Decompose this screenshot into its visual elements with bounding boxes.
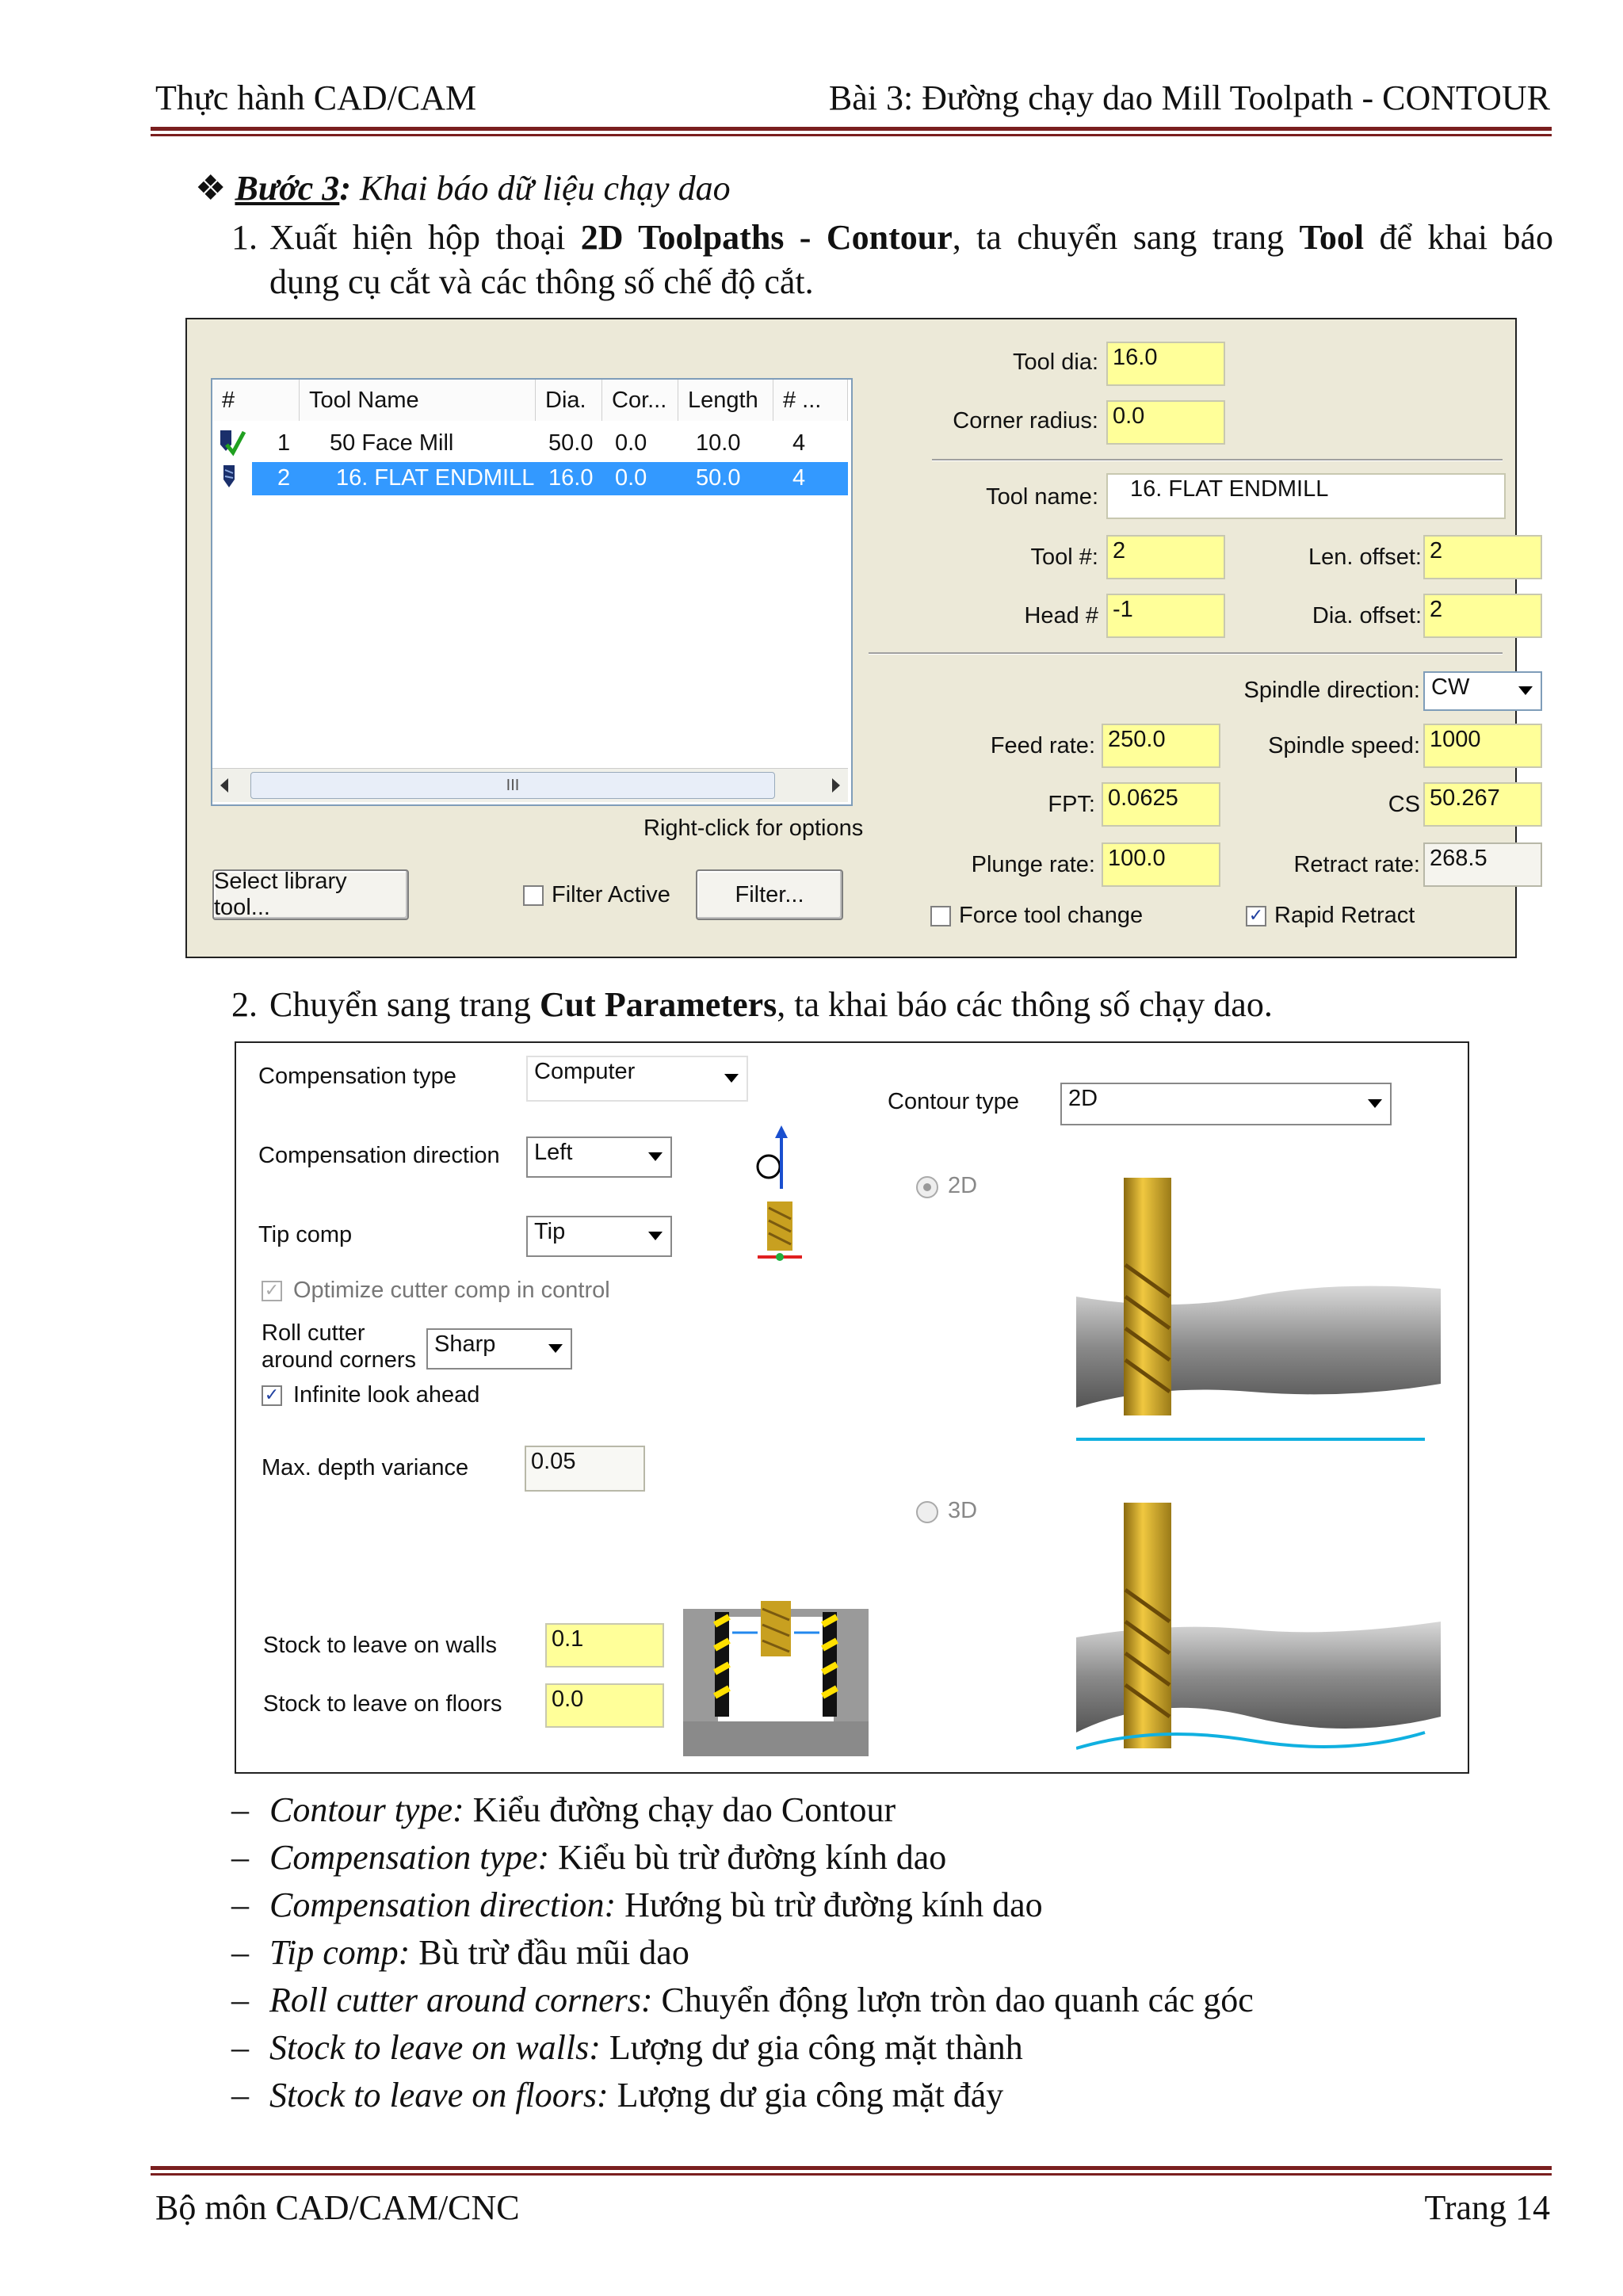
tool-num-field[interactable]: 2 — [1106, 535, 1225, 579]
stock-walls-field[interactable]: 0.1 — [545, 1623, 664, 1668]
len-offset-field[interactable]: 2 — [1423, 535, 1542, 579]
row-cor: 0.0 — [615, 465, 647, 491]
optimize-checkbox[interactable]: ✓ — [262, 1281, 282, 1301]
definition-item — [231, 2027, 1023, 2068]
corner-radius-label: Corner radius: — [953, 408, 1098, 434]
spindle-direction-select[interactable] — [1423, 671, 1542, 711]
select-library-tool-button[interactable]: Select library tool... — [212, 869, 409, 920]
item1-mid: , ta chuyển sang trang — [952, 218, 1300, 257]
stock-walls-label: Stock to leave on walls — [263, 1633, 497, 1658]
head-num-label: Head # — [1024, 603, 1098, 628]
separator — [869, 652, 1503, 655]
contour-type-label: Contour type — [888, 1089, 1020, 1114]
diamond-bullet-icon: ❖ — [195, 169, 227, 208]
tip-comp-select[interactable] — [526, 1216, 672, 1257]
infinite-look-ahead-label: Infinite look ahead — [293, 1382, 480, 1408]
tool-icon — [216, 462, 247, 494]
footer-rule-thin — [151, 2173, 1552, 2176]
tool-name-field[interactable]: 16. FLAT ENDMILL — [1106, 473, 1506, 519]
chevron-down-icon — [724, 1074, 739, 1083]
tool-num-label: Tool #: — [1030, 544, 1098, 570]
corner-radius-field[interactable]: 0.0 — [1106, 400, 1225, 445]
contour-3d-illustration — [1076, 1503, 1441, 1764]
compensation-direction-select[interactable] — [526, 1137, 672, 1178]
table-row-selected[interactable] — [212, 462, 848, 495]
row-tool-name: 50 Face Mill — [330, 430, 454, 456]
header-left: Thực hành CAD/CAM — [155, 78, 477, 117]
cut-parameters-dialog — [235, 1041, 1469, 1774]
footer-rule — [151, 2166, 1552, 2170]
rapid-retract-label: Rapid Retract — [1274, 903, 1415, 928]
item2-post: , ta khai báo các thông số chạy dao. — [777, 985, 1273, 1024]
contour-type-select[interactable] — [1060, 1083, 1392, 1125]
contour-2d-illustration — [1076, 1178, 1441, 1455]
definition-term: Tip comp: — [269, 1933, 411, 1972]
roll-cutter-value: Sharp — [434, 1331, 496, 1357]
max-depth-variance-label: Max. depth variance — [262, 1455, 469, 1480]
definition-item — [231, 1837, 947, 1878]
definition-item — [231, 1885, 1043, 1925]
comp-direction-icon — [750, 1122, 797, 1194]
plunge-rate-field[interactable]: 100.0 — [1102, 842, 1220, 887]
dash-bullet-icon: – — [231, 2028, 249, 2067]
row-num: 2 — [277, 465, 291, 491]
item2-number: 2. — [231, 985, 258, 1024]
len-offset-label: Len. offset: — [1308, 544, 1422, 570]
fpt-label: FPT: — [1048, 792, 1095, 817]
chevron-down-icon — [648, 1232, 663, 1240]
roll-cutter-label-2: around corners — [262, 1347, 417, 1373]
tip-comp-label: Tip comp — [258, 1222, 353, 1247]
row-tool-name: 16. FLAT ENDMILL — [336, 465, 535, 491]
compensation-type-label: Compensation type — [258, 1064, 456, 1089]
definition-term: Compensation type: — [269, 1838, 550, 1877]
radio-3d-label: 3D — [948, 1498, 978, 1523]
row-length: 10.0 — [696, 430, 741, 456]
col-header-length[interactable]: Length — [678, 380, 773, 421]
col-header-tool-name[interactable]: Tool Name — [300, 380, 536, 421]
col-header-num[interactable]: # — [212, 380, 300, 421]
chevron-down-icon — [648, 1152, 663, 1161]
optimize-label: Optimize cutter comp in control — [293, 1278, 610, 1303]
chevron-down-icon — [1368, 1099, 1382, 1108]
definition-item — [231, 1980, 1254, 2020]
item1-number: 1. — [231, 218, 258, 257]
col-header-cor[interactable]: Cor... — [602, 380, 678, 421]
tip-comp-value: Tip — [534, 1219, 566, 1244]
horizontal-scrollbar[interactable] — [212, 768, 848, 802]
infinite-look-ahead-checkbox[interactable]: ✓ — [262, 1385, 282, 1406]
definition-term: Compensation direction: — [269, 1885, 617, 1924]
definition-term: Contour type: — [269, 1790, 464, 1829]
force-tool-change-checkbox[interactable] — [930, 906, 951, 926]
definition-desc: Lượng dư gia công mặt đáy — [608, 2076, 1004, 2115]
definition-item — [231, 1932, 689, 1973]
definition-desc: Lượng dư gia công mặt thành — [600, 2028, 1023, 2067]
header-right: Bài 3: Đường chạy dao Mill Toolpath - CONTOUR — [828, 78, 1550, 117]
tool-list[interactable] — [211, 378, 853, 806]
definition-term: Stock to leave on floors: — [269, 2076, 609, 2115]
roll-cutter-select[interactable] — [426, 1328, 572, 1370]
col-header-dia[interactable]: Dia. — [536, 380, 602, 421]
spindle-speed-field[interactable]: 1000 — [1423, 724, 1542, 768]
footer-left: Bộ môn CAD/CAM/CNC — [155, 2188, 520, 2227]
definition-desc: Hướng bù trừ đường kính dao — [616, 1885, 1043, 1924]
feed-rate-field[interactable]: 250.0 — [1102, 724, 1220, 768]
item2-bold: Cut Parameters — [539, 985, 777, 1024]
table-row[interactable] — [212, 427, 848, 460]
row-flutes: 4 — [792, 430, 806, 456]
tip-comp-icon — [756, 1200, 804, 1266]
dash-bullet-icon: – — [231, 1790, 249, 1829]
radio-2d[interactable] — [916, 1176, 938, 1198]
dash-bullet-icon: – — [231, 1885, 249, 1924]
item1-line1 — [269, 216, 1553, 260]
cs-label: CS — [1388, 792, 1420, 817]
scroll-right-icon[interactable] — [832, 778, 840, 793]
tool-checkmark-icon — [216, 427, 247, 459]
radio-3d[interactable] — [916, 1501, 938, 1523]
retract-rate-label: Retract rate: — [1293, 852, 1420, 877]
row-cor: 0.0 — [615, 430, 647, 456]
item1-line2: dụng cụ cắt và các thông số chế độ cắt. — [269, 262, 814, 301]
definition-desc: Kiểu bù trừ đường kính dao — [549, 1838, 947, 1877]
chevron-down-icon — [548, 1344, 563, 1353]
radio-2d-label: 2D — [948, 1173, 978, 1198]
definition-item — [231, 1790, 896, 1830]
compensation-direction-value: Left — [534, 1140, 573, 1165]
row-num: 1 — [277, 430, 291, 456]
compensation-type-value: Computer — [534, 1059, 636, 1084]
filter-active-checkbox[interactable] — [523, 885, 544, 906]
spindle-direction-label: Spindle direction: — [1243, 678, 1420, 703]
tool-dia-field[interactable]: 16.0 — [1106, 342, 1225, 386]
item2-pre: Chuyển sang trang — [269, 985, 540, 1024]
max-depth-variance-field[interactable]: 0.05 — [525, 1446, 645, 1492]
row-flutes: 4 — [792, 465, 806, 491]
dia-offset-field[interactable]: 2 — [1423, 594, 1542, 638]
definition-term: Stock to leave on walls: — [269, 2028, 601, 2067]
filter-button[interactable]: Filter... — [696, 869, 843, 920]
fpt-field[interactable]: 0.0625 — [1102, 782, 1220, 827]
dash-bullet-icon: – — [231, 2076, 249, 2115]
radio-dot — [923, 1183, 931, 1191]
step-colon: : — [339, 169, 351, 208]
separator — [932, 459, 1503, 461]
definition-desc: Kiểu đường chạy dao Contour — [464, 1790, 896, 1829]
col-header-flutes[interactable]: # ... — [773, 380, 848, 421]
item2-line — [269, 983, 1273, 1027]
cs-field[interactable]: 50.267 — [1423, 782, 1542, 827]
force-tool-change-label: Force tool change — [959, 903, 1144, 928]
contour-type-value: 2D — [1068, 1086, 1098, 1111]
chevron-down-icon — [1518, 686, 1533, 695]
spindle-direction-value: CW — [1431, 674, 1470, 700]
dash-bullet-icon: – — [231, 1933, 249, 1972]
scroll-left-icon[interactable] — [220, 778, 228, 793]
head-num-field[interactable]: -1 — [1106, 594, 1225, 638]
scroll-thumb[interactable]: III — [250, 772, 775, 799]
plunge-rate-label: Plunge rate: — [971, 852, 1095, 877]
definition-desc: Bù trừ đầu mũi dao — [410, 1933, 689, 1972]
dash-bullet-icon: – — [231, 1981, 249, 2019]
stock-leave-illustration — [683, 1601, 869, 1759]
tool-dia-label: Tool dia: — [1012, 350, 1098, 375]
tool-dialog — [185, 318, 1517, 958]
dash-bullet-icon: – — [231, 1838, 249, 1877]
definition-desc: Chuyển động lượn tròn dao quanh các góc — [652, 1981, 1254, 2019]
stock-floors-field[interactable]: 0.0 — [545, 1683, 664, 1728]
row-dia: 50.0 — [548, 430, 594, 456]
step-label: Bước 3 — [235, 169, 340, 208]
header-rule-thin — [151, 134, 1552, 136]
compensation-direction-label: Compensation direction — [258, 1143, 500, 1168]
item1-bold-tool: Tool — [1299, 218, 1365, 257]
definition-item — [231, 2075, 1004, 2115]
footer-right: Trang 14 — [1424, 2188, 1550, 2227]
definition-term: Roll cutter around corners: — [269, 1981, 653, 2019]
item1-pre: Xuất hiện hộp thoại — [269, 218, 581, 257]
row-length: 50.0 — [696, 465, 741, 491]
rapid-retract-checkbox[interactable]: ✓ — [1246, 906, 1266, 926]
right-click-hint: Right-click for options — [643, 816, 864, 841]
compensation-type-select[interactable] — [526, 1056, 748, 1102]
step-heading — [195, 166, 731, 211]
header-rule — [151, 127, 1552, 131]
retract-rate-field[interactable]: 268.5 — [1423, 842, 1542, 887]
stock-floors-label: Stock to leave on floors — [263, 1691, 502, 1717]
feed-rate-label: Feed rate: — [990, 733, 1095, 758]
spindle-speed-label: Spindle speed: — [1268, 733, 1420, 758]
item1-post: để khai báo — [1364, 218, 1554, 257]
roll-cutter-label-1: Roll cutter — [262, 1320, 365, 1346]
filter-active-label: Filter Active — [552, 882, 670, 907]
row-dia: 16.0 — [548, 465, 594, 491]
item1-bold-dialog: 2D Toolpaths - Contour — [580, 218, 953, 257]
tool-name-label: Tool name: — [986, 484, 1098, 510]
step-title: Khai báo dữ liệu chạy dao — [359, 169, 731, 208]
dia-offset-label: Dia. offset: — [1312, 603, 1422, 628]
